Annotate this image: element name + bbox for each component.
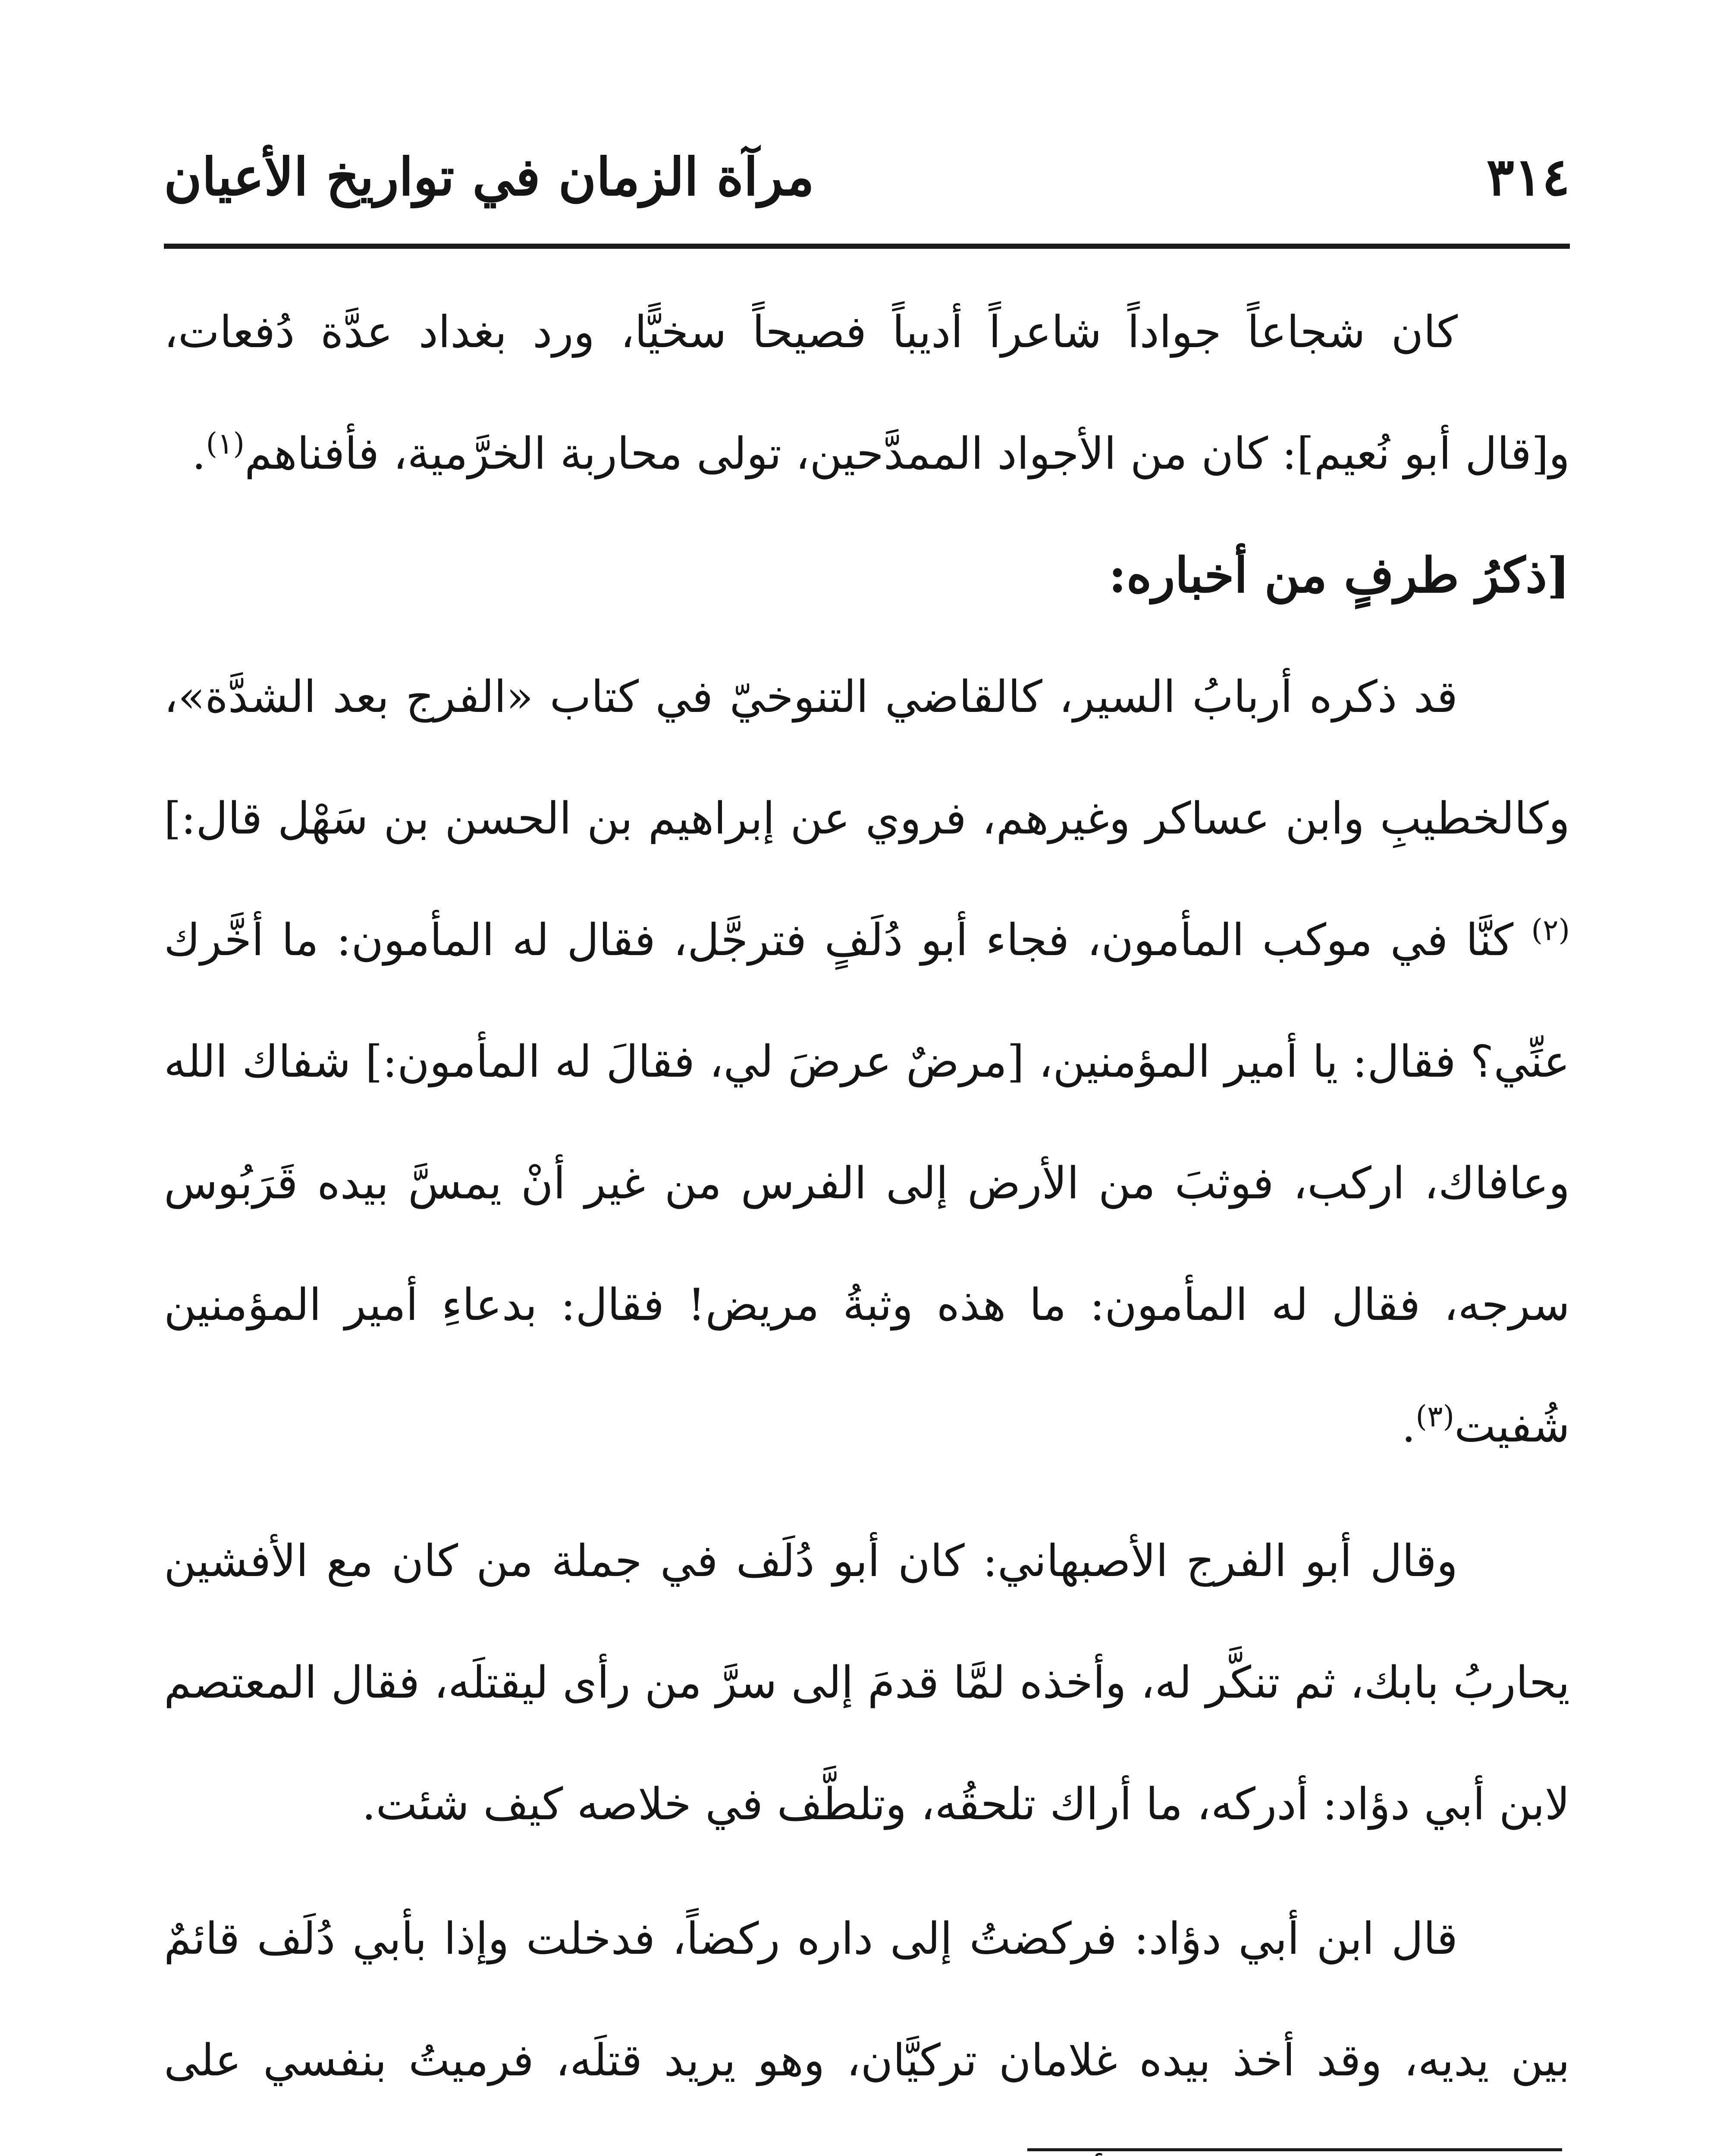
- page-header: [164, 129, 1570, 246]
- section-heading: [ذكرُ طرفٍ من أخباره:: [1108, 547, 1570, 604]
- paragraph-4: [164, 1878, 1570, 2156]
- paragraph-1-end: .: [192, 428, 206, 479]
- footnote-mark-2: (٢): [1531, 913, 1570, 947]
- paragraph-1: [164, 272, 1570, 515]
- paragraph-1-text: كان شجاعاً جواداً شاعراً أديباً فصيحاً سخيًّا، ورد بغداد عدَّة دُفعات، و[قال أبو نُعيم]: كان من الأجواد الممدَّحين، تولى محاربة الخرَّمية، فأفناهم: [164, 307, 1570, 479]
- header-divider: [164, 244, 1570, 249]
- paragraph-2-end: .: [1401, 1401, 1416, 1452]
- paragraph-2-text-b: كنَّا في موكب المأمون، فجاء أبو دُلَفٍ فترجَّل، فقال له المأمون: ما أخَّرك عنِّي؟ فقال: يا أمير المؤمنين، [مرضٌ عرضَ لي، فقالَ له المأمون:] شفاك الله وعافاك، اركب، فوثبَ من الأرض إلى الفرس من غير أنْ يمسَّ بيده قَرَبُوس سرجه، فقال له المأمون: ما هذه وثبةُ مريض! فقال: بدعاءِ أمير المؤمنين شُفيت: [164, 915, 1570, 1452]
- paragraph-3: وقال أبو الفرج الأصبهاني: كان أبو دُلَف في جملة من كان مع الأفشين يحاربُ بابك، ثم تنكَّر له، وأخذه لمَّا قدمَ إلى سرَّ من رأى ليقتلَه، فقال المعتصم لابن أبي دؤاد: أدركه، ما أراك تلحقُه، وتلطَّف في خلاصه كيف شئت.: [164, 1536, 1570, 1830]
- footnote-divider: [1027, 2148, 1562, 2151]
- footnote-mark-1: (١): [206, 427, 245, 461]
- paragraph-4-text: قال ابن أبي دؤاد: فركضتُ إلى داره ركضاً، فدخلت وإذا بأبي دُلَف قائمٌ بين يديه، وقد أخذ بيده غلامان تركيَّان، وهو يريد قتلَه، فرميتُ بنفسي على: [164, 1913, 1570, 2086]
- page-number: ٣١٤: [1486, 147, 1570, 207]
- paragraph-2: [164, 636, 1570, 1488]
- footnote-mark-3: (٣): [1415, 1400, 1454, 1434]
- running-title: مرآة الزمان في تواريخ الأعيان: [164, 147, 815, 207]
- paragraph-2-text-a: قد ذكره أربابُ السير، كالقاضي التنوخيّ في كتاب «الفرج بعد الشدَّة»، وكالخطيبِ وابن عساكر وغيرهم، فروي عن إبراهيم بن الحسن بن سَهْل قال:]: [164, 671, 1570, 844]
- page-body: [164, 272, 1570, 2156]
